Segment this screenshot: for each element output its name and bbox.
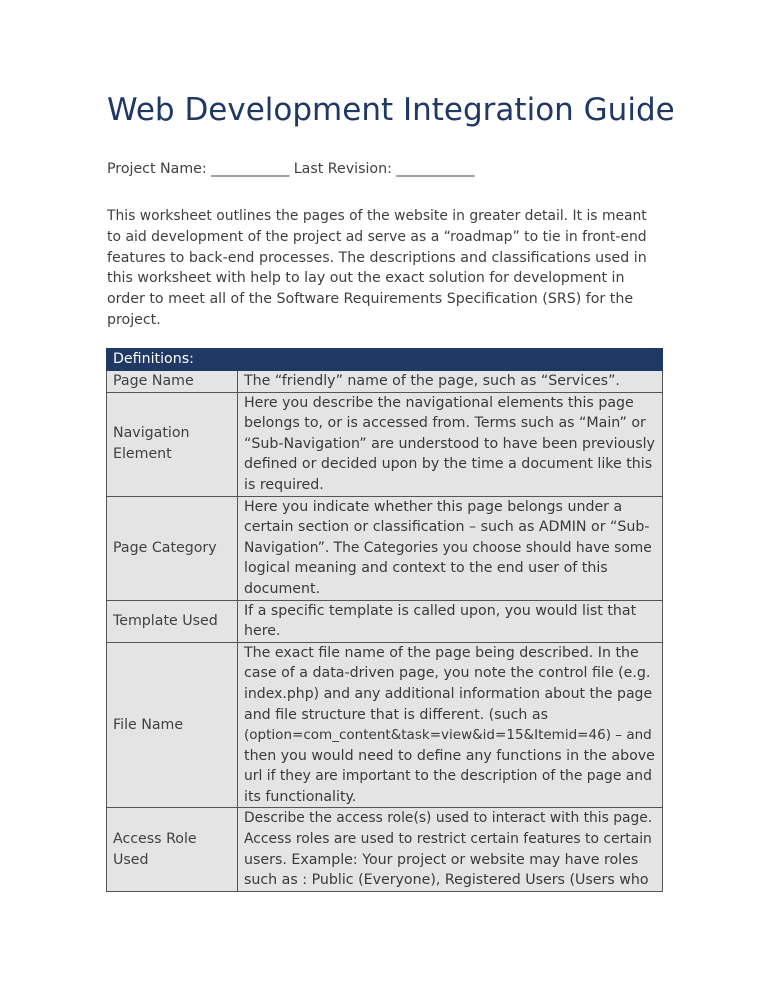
table-row [107,600,663,642]
description-line: If a specific template is called upon, you would list that [244,602,637,619]
definition-description [238,371,663,393]
table-row [107,808,663,891]
table-row [107,371,663,393]
description-line: users. Example: Your project or website may have roles [244,851,639,868]
table-row [107,392,663,496]
intro-paragraph [107,206,652,331]
definition-description [238,808,663,891]
definition-description [238,496,663,600]
definition-description [238,392,663,496]
description-line: url if they are important to the description of the page and [244,768,652,785]
definition-description [238,642,663,808]
description-line: here. [244,623,281,640]
description-line: certain section or classification – such as ADMIN or “Sub- [244,519,650,536]
description-line: The “friendly” name of the page, such as “Services”. [244,373,620,389]
description-line: Navigation”. The Categories you choose should have some [244,539,652,556]
definition-description [238,600,663,642]
intro-line: order to meet all of the Software Requirements Specification (SRS) for the [107,291,634,308]
description-line: such as : Public (Everyone), Registered Users (Users who [244,872,649,889]
definitions-table [106,348,663,892]
page-title: Web Development Integration Guide [107,92,675,128]
description-line: The exact file name of the page being described. In the [244,644,639,661]
description-line: document. [244,580,321,597]
definition-term: File Name [107,642,238,808]
definitions-header-row [107,349,663,371]
description-line: index.php) and any additional information about the page [244,685,653,702]
description-line: logical meaning and context to the end user of this [244,560,608,577]
table-row [107,496,663,600]
intro-line: this worksheet with help to lay out the exact solution for development in [107,270,625,287]
description-line: Here you indicate whether this page belongs under a [244,498,623,515]
table-row [107,642,663,808]
definition-term: Access Role Used [107,808,238,891]
description-line: defined or decided upon by the time a document like this [244,456,653,473]
intro-line: to aid development of the project ad serve as a “roadmap” to tie in front-end [107,228,647,245]
intro-line: project. [107,311,161,328]
description-line: its functionality. [244,788,357,805]
intro-line: This worksheet outlines the pages of the website in greater detail. It is meant [107,208,647,224]
description-line: is required. [244,476,324,493]
description-line: Access roles are used to restrict certain features to certain [244,831,652,848]
description-line: (option=com_content&task=view&id=15&Itemid=46) – and [244,727,652,744]
definition-term: Template Used [107,600,238,642]
description-line: “Sub-Navigation” are understood to have been previously [244,435,655,452]
definition-term: Page Name [107,371,238,393]
description-line: Here you describe the navigational elements this page [244,394,634,411]
description-line: and file structure that is different. (such as [244,706,548,723]
project-meta-line: Project Name: ___________ Last Revision: ___________ [107,161,475,177]
description-line: Describe the access role(s) used to interact with this page. [244,810,653,827]
definitions-header: Definitions: [107,349,663,371]
definition-term: Page Category [107,496,238,600]
definition-term: Navigation Element [107,392,238,496]
description-line: then you would need to define any functions in the above [244,747,655,764]
description-line: belongs to, or is accessed from. Terms such as “Main” or [244,415,646,432]
description-line: case of a data-driven page, you note the control file (e.g. [244,665,651,682]
intro-line: features to back-end processes. The descriptions and classifications used in [107,249,647,266]
